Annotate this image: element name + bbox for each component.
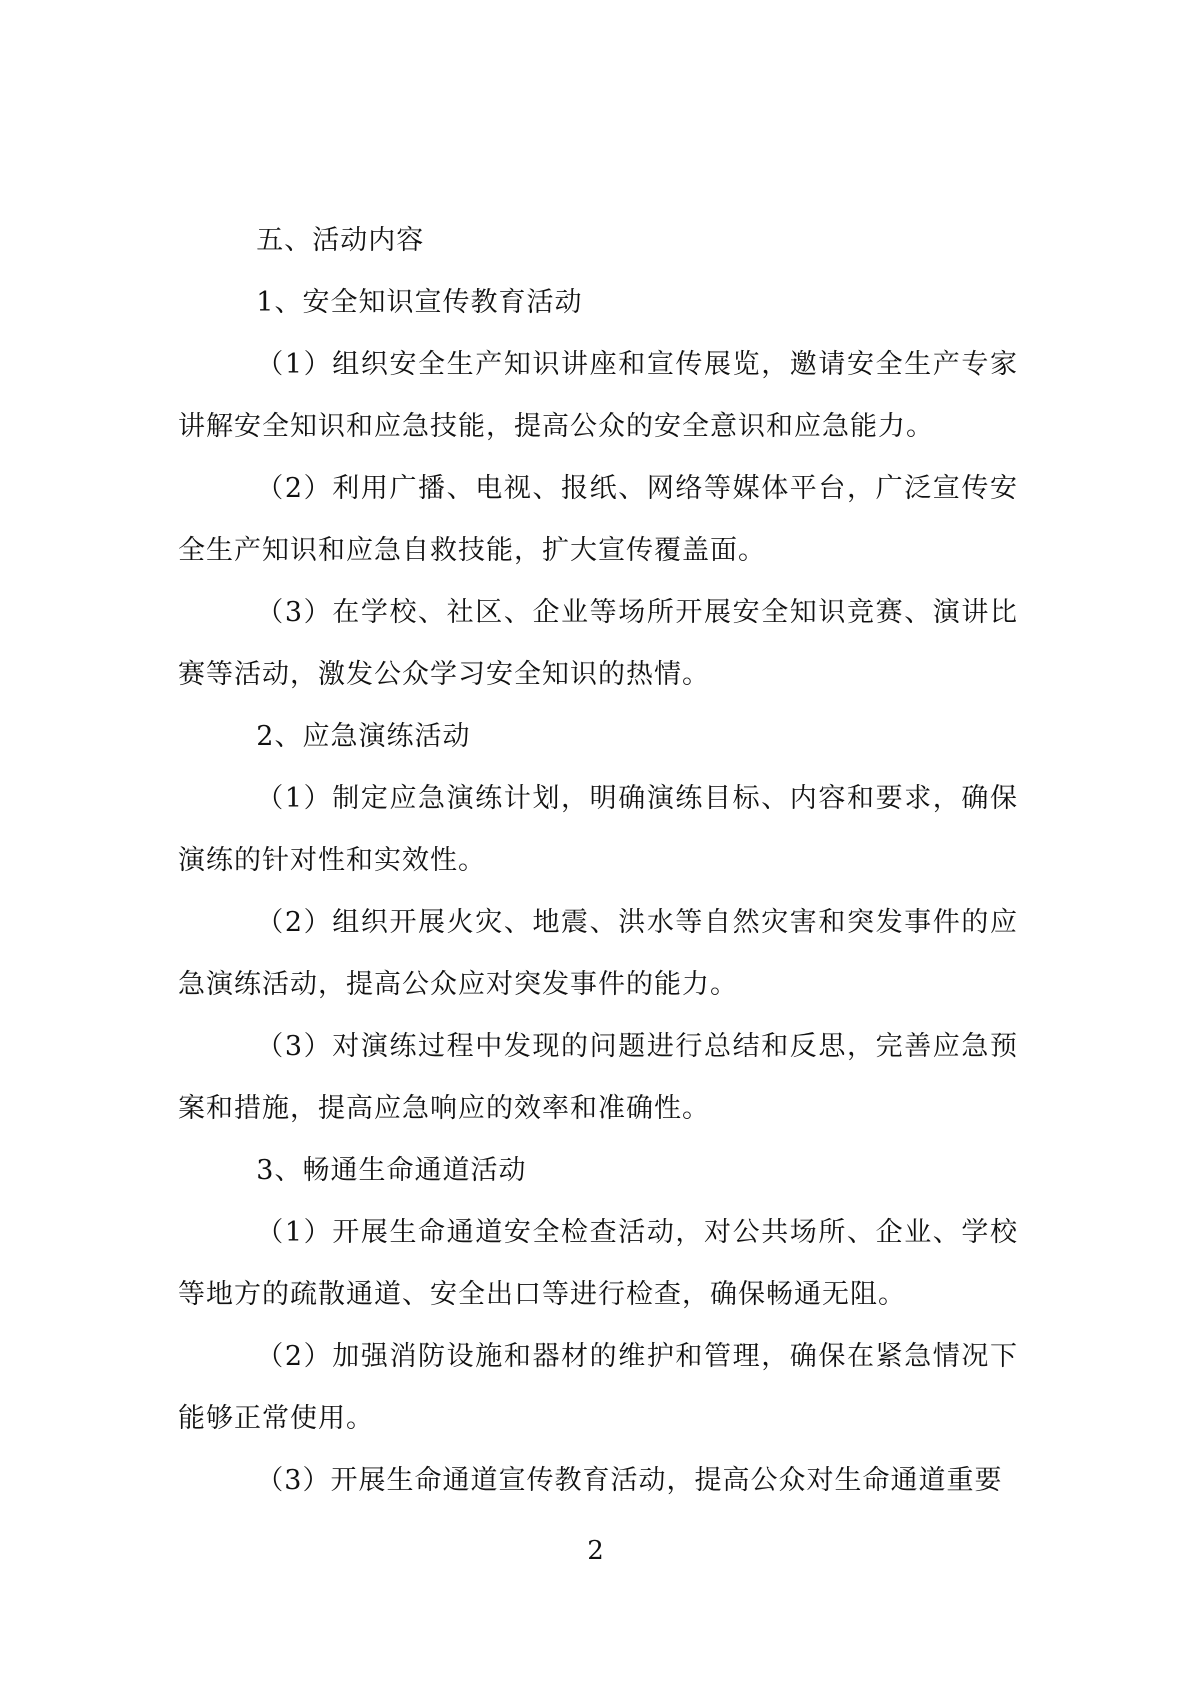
paragraph: （1）开展生命通道安全检查活动，对公共场所、企业、学校等地方的疏散通道、安全出口等进行检查，确保畅通无阻。	[178, 1217, 1018, 1310]
paragraph: （3）对演练过程中发现的问题进行总结和反思，完善应急预案和措施，提高应急响应的效率和准确性。	[178, 1031, 1018, 1124]
paragraph: （2）利用广播、电视、报纸、网络等媒体平台，广泛宣传安全生产知识和应急自救技能，扩大宣传覆盖面。	[178, 473, 1018, 566]
paragraph: （2）组织开展火灾、地震、洪水等自然灾害和突发事件的应急演练活动，提高公众应对突发事件的能力。	[178, 907, 1018, 1000]
subsection-heading: 3、畅通生命通道活动	[256, 1155, 527, 1186]
paragraph: （3）开展生命通道宣传教育活动，提高公众对生命通道重要	[256, 1465, 1003, 1496]
subsection-heading: 2、应急演练活动	[256, 721, 471, 752]
paragraph: （3）在学校、社区、企业等场所开展安全知识竞赛、演讲比赛等活动，激发公众学习安全知识的热情。	[178, 597, 1018, 690]
paragraph: （1）组织安全生产知识讲座和宣传展览，邀请安全生产专家讲解安全知识和应急技能，提高公众的安全意识和应急能力。	[178, 349, 1018, 442]
paragraph: （1）制定应急演练计划，明确演练目标、内容和要求，确保演练的针对性和实效性。	[178, 783, 1018, 876]
section-heading: 五、活动内容	[256, 225, 425, 256]
document-body	[178, 210, 1018, 1512]
subsection-heading: 1、安全知识宣传教育活动	[256, 287, 583, 318]
paragraph: （2）加强消防设施和器材的维护和管理，确保在紧急情况下能够正常使用。	[178, 1341, 1018, 1434]
page-number: 2	[587, 1536, 604, 1566]
